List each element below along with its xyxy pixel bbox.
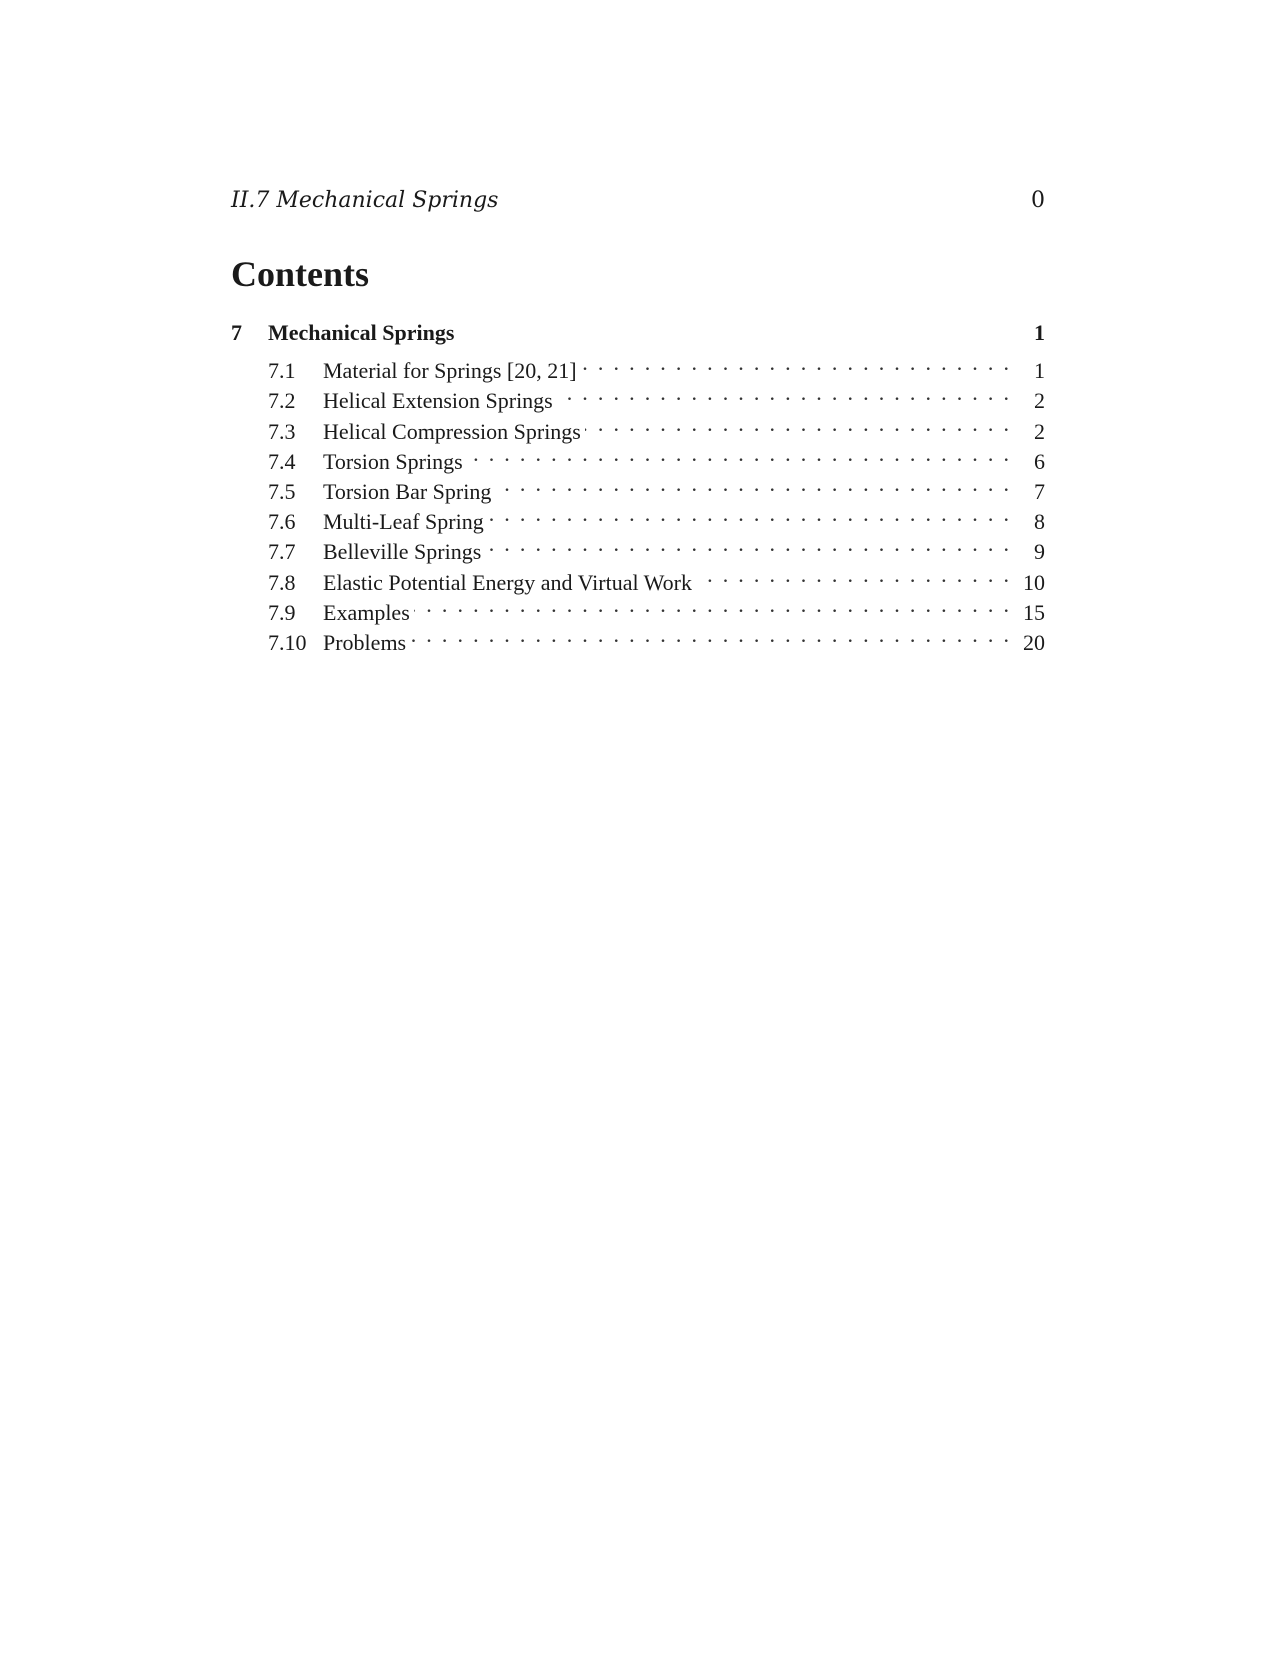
toc-leader-dots — [467, 439, 1009, 469]
toc-section-number: 7.4 — [268, 448, 296, 474]
toc-section-title: Examples — [323, 599, 410, 625]
toc-section-page: 15 — [1023, 599, 1045, 625]
toc-section-page: 20 — [1023, 629, 1045, 655]
toc-section-number: 7.7 — [268, 539, 296, 565]
running-header — [231, 186, 1045, 216]
toc-section-page: 2 — [1034, 418, 1045, 444]
toc-section-title: Problems — [323, 629, 407, 655]
toc-section-page: 8 — [1034, 509, 1045, 535]
toc-leader-dots — [585, 409, 1009, 439]
toc-leader-dots — [696, 560, 1009, 590]
toc-section-title: Torsion Bar Spring — [323, 478, 492, 504]
toc-section-page: 1 — [1034, 358, 1045, 384]
toc-section-page: 9 — [1034, 539, 1045, 565]
toc-chapter-number: 7 — [231, 320, 242, 345]
toc-section-title: Elastic Potential Energy and Virtual Work — [323, 569, 693, 595]
running-header-title: II.7 Mechanical Springs — [231, 188, 499, 213]
toc-chapter-page: 1 — [1034, 320, 1045, 345]
toc-section-title: Helical Extension Springs — [323, 388, 553, 414]
toc-section-page: 7 — [1034, 478, 1045, 504]
toc-leader-dots — [414, 590, 1009, 620]
toc-section-page: 10 — [1023, 569, 1045, 595]
toc-section-number: 7.8 — [268, 569, 296, 595]
contents-heading: Contents — [231, 254, 370, 294]
toc-leader-dots — [485, 529, 1009, 559]
toc-section-number: 7.3 — [268, 418, 296, 444]
toc-section-number: 7.9 — [268, 599, 296, 625]
toc-leader-dots — [581, 348, 1009, 378]
toc-section-title: Multi-Leaf Spring — [323, 509, 484, 535]
toc-chapter-title: Mechanical Springs — [268, 320, 455, 345]
table-of-contents — [231, 318, 1045, 655]
toc-section-number: 7.6 — [268, 509, 296, 535]
toc-chapter-entry[interactable] — [231, 318, 1045, 348]
toc-section-title: Helical Compression Springs — [323, 418, 581, 444]
toc-section-entry[interactable] — [231, 348, 1045, 384]
toc-section-number: 7.10 — [268, 629, 307, 655]
toc-section-number: 7.1 — [268, 358, 296, 384]
toc-leader-dots — [488, 499, 1009, 529]
toc-section-page: 2 — [1034, 388, 1045, 414]
toc-leader-dots — [495, 469, 1009, 499]
toc-section-title: Belleville Springs — [323, 539, 482, 565]
toc-leader-dots — [557, 378, 1009, 408]
toc-section-title: Torsion Springs — [323, 448, 463, 474]
toc-section-number: 7.2 — [268, 388, 296, 414]
toc-leader-dots — [410, 620, 1009, 650]
toc-section-title: Material for Springs [20, 21] — [323, 358, 577, 384]
toc-section-number: 7.5 — [268, 478, 296, 504]
running-header-page-number: 0 — [1031, 188, 1045, 213]
toc-section-page: 6 — [1034, 448, 1045, 474]
